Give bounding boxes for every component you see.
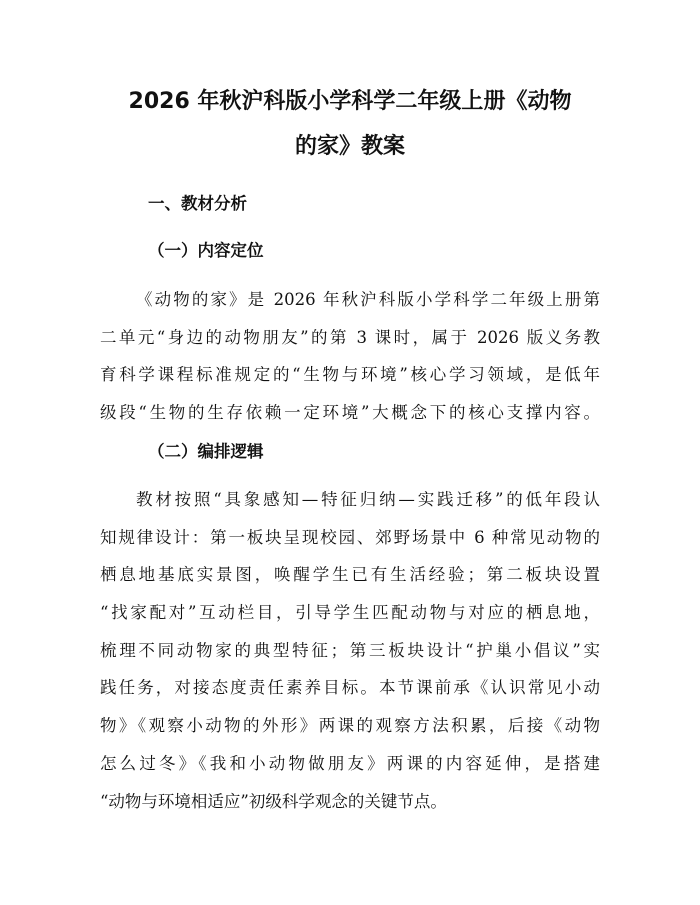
section-heading-teaching-material-analysis: 一、教材分析 <box>148 194 247 213</box>
paragraph-line: 二单元“身边的动物朋友”的第 3 课时，属于 2026 版义务教 <box>100 327 600 347</box>
subsection-heading-arrangement-logic: （二）编排逻辑 <box>148 442 264 461</box>
paragraph-line: 级段“生物的生存依赖一定环境”大概念下的核心支撑内容。 <box>100 403 600 423</box>
paragraph-line: 物》《观察小动物的外形》两课的观察方法积累，后接《动物 <box>100 716 600 736</box>
paragraph-line: 怎么过冬》《我和小动物做朋友》两课的内容延伸，是搭建 <box>100 753 600 773</box>
paragraph-line: 践任务，对接态度责任素养目标。本节课前承《认识常见小动 <box>100 678 600 698</box>
paragraph-line: 《动物的家》是 2026 年秋沪科版小学科学二年级上册第 <box>136 290 600 309</box>
paragraph-line: 梳理不同动物家的典型特征；第三板块设计“护巢小倡议”实 <box>100 640 600 660</box>
paragraph-line: 栖息地基底实景图，唤醒学生已有生活经验；第二板块设置 <box>100 565 600 585</box>
document-title-line-2: 的家》教案 <box>294 134 405 159</box>
paragraph-content-positioning <box>100 288 600 439</box>
paragraph-line: “找家配对”互动栏目，引导学生匹配动物与对应的栖息地， <box>100 603 600 623</box>
paragraph-line: 教材按照“具象感知—特征归纳—实践迁移”的低年段认 <box>136 490 600 509</box>
subsection-heading-content-positioning: （一）内容定位 <box>148 241 264 260</box>
paragraph-line: 知规律设计：第一板块呈现校园、郊野场景中 6 种常见动物的 <box>100 527 600 547</box>
paragraph-arrangement-logic <box>100 488 600 827</box>
document-title-line-1: 2026 年秋沪科版小学科学二年级上册《动物 <box>128 89 572 114</box>
paragraph-line: “动物与环境相适应”初级科学观念的关键节点。 <box>100 791 447 811</box>
paragraph-line: 育科学课程标准规定的“生物与环境”核心学习领域，是低年 <box>100 365 600 385</box>
